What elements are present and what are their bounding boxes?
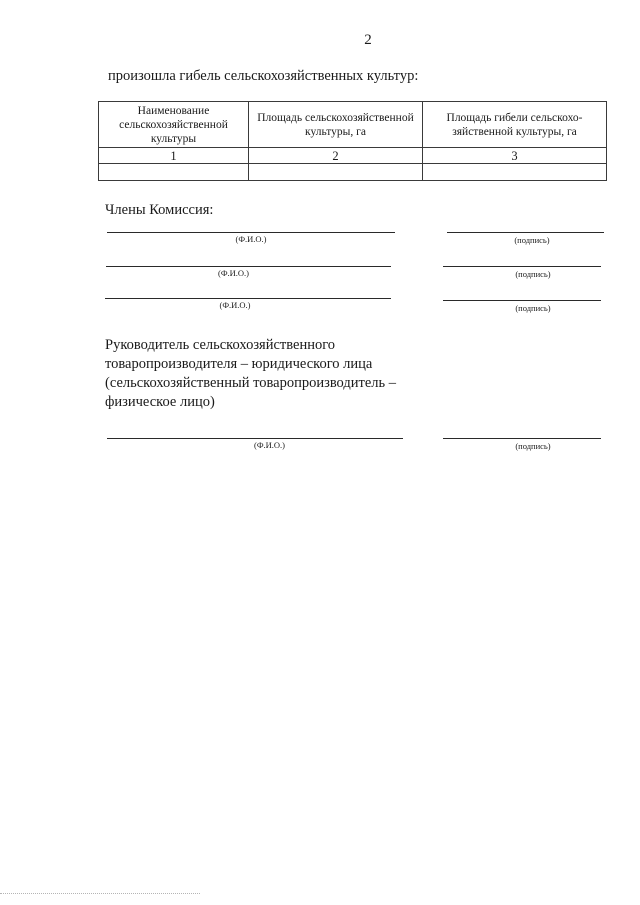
member-1-name-caption: (Ф.И.О.) xyxy=(235,234,267,244)
column-number: 3 xyxy=(423,148,607,164)
footer-scan-marks xyxy=(0,893,200,894)
table-cell[interactable] xyxy=(249,164,423,181)
member-1-signature-line[interactable] xyxy=(447,232,604,233)
member-2-signature-line[interactable] xyxy=(443,266,601,267)
header-crop-area: Площадь сельскохозяйственной культуры, га xyxy=(249,102,423,148)
page-number: 2 xyxy=(364,32,372,48)
head-title xyxy=(105,336,396,412)
table-row xyxy=(99,164,607,181)
table-header-row xyxy=(99,102,607,148)
member-2-name-caption: (Ф.И.О.) xyxy=(217,268,250,278)
head-title-line: Руководитель сельскохозяйственного xyxy=(105,337,336,353)
member-2-name-line[interactable] xyxy=(106,266,391,267)
head-name-line[interactable] xyxy=(107,438,403,439)
intro-text: произошла гибель сельскохозяйственных культур: xyxy=(108,68,419,84)
member-1-name-line[interactable] xyxy=(107,232,395,233)
head-name-caption: (Ф.И.О.) xyxy=(253,440,286,450)
member-2-signature-caption: (подпись) xyxy=(515,269,551,279)
column-number: 1 xyxy=(99,148,249,164)
header-loss-area: Площадь гибели сельскохо-зяйственной культуры, га xyxy=(423,102,607,148)
head-signature-caption: (подпись) xyxy=(515,441,551,451)
member-3-signature-caption: (подпись) xyxy=(515,303,551,313)
column-number: 2 xyxy=(249,148,423,164)
table-cell[interactable] xyxy=(99,164,249,181)
head-title-line: физическое лицо) xyxy=(105,394,215,410)
head-title-line: (сельскохозяйственный товаропроизводитель – xyxy=(105,375,397,391)
head-title-line: товаропроизводителя – юридического лица xyxy=(105,356,373,372)
table-number-row xyxy=(99,148,607,164)
header-crop-name: Наименование сельскохозяйственной культуры xyxy=(99,102,249,148)
member-1-signature-caption: (подпись) xyxy=(514,235,550,245)
members-title: Члены Комиссия: xyxy=(105,202,214,218)
table-cell[interactable] xyxy=(423,164,607,181)
member-3-name-caption: (Ф.И.О.) xyxy=(219,300,251,310)
head-signature-line[interactable] xyxy=(443,438,601,439)
crop-loss-table xyxy=(98,101,607,181)
member-3-name-line[interactable] xyxy=(105,298,391,299)
member-3-signature-line[interactable] xyxy=(443,300,601,301)
